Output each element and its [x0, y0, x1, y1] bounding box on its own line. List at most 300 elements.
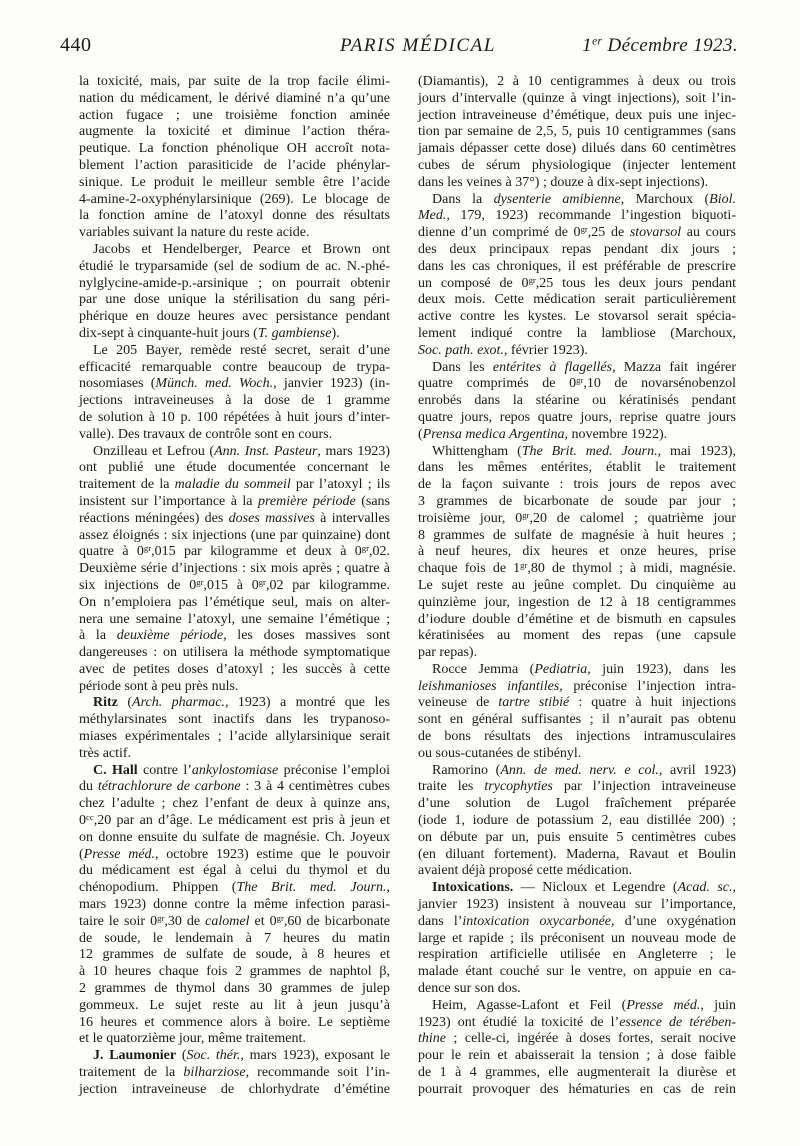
text-line — [418, 1048, 736, 1065]
text-run: large et rapide ; ils préconisent un nouveau mode de — [418, 930, 736, 946]
text-run: traitement de la — [79, 477, 175, 493]
text-run: dans les cas chroniques, il est préférable de prescrire — [418, 258, 736, 274]
issue-date — [582, 35, 738, 57]
italic-run: Soc. path. exot. — [418, 342, 504, 358]
text-run: des deux principaux repas pendant dix jours ; — [418, 241, 736, 257]
paragraph — [418, 998, 736, 1099]
text-run: chénopodium. Phippen ( — [79, 880, 237, 896]
text-line — [418, 444, 736, 461]
text-run: Ramorino ( — [432, 762, 501, 778]
text-run: très actif. — [79, 745, 132, 761]
italic-run: Ann. de med. nerv. e col. — [500, 762, 659, 778]
text-line — [79, 947, 390, 964]
paragraph — [79, 1048, 390, 1098]
text-run: variables suivant la nature du reste acide. — [79, 225, 310, 241]
text-run: ( — [79, 846, 84, 862]
text-line — [418, 561, 736, 578]
bold-run: Intoxications. — [432, 880, 514, 896]
italic-run: thine — [418, 1031, 446, 1047]
superscript: gr — [520, 560, 528, 571]
text-line — [418, 645, 736, 662]
text-line — [418, 1065, 736, 1082]
text-line — [79, 141, 390, 158]
italic-run: trycophyties — [484, 779, 553, 795]
text-line — [418, 141, 736, 158]
text-line — [79, 1031, 390, 1048]
paragraph — [418, 880, 736, 998]
text-line — [79, 662, 390, 679]
text-run: d’iodure double d’émétine et de bismuth en capsules — [418, 611, 736, 627]
text-line — [418, 746, 736, 763]
text-run: insistent sur l’importance à la — [79, 493, 258, 509]
text-run: (en diluant fortement). Maderna, Ravaut et Boulin — [418, 846, 736, 862]
text-line — [418, 796, 736, 813]
text-line — [79, 544, 390, 561]
text-line — [79, 729, 390, 746]
left-column — [79, 74, 390, 1099]
text-line — [79, 477, 390, 494]
text-run: — Nicloux et Legendre ( — [513, 880, 678, 896]
text-line — [79, 158, 390, 175]
text-run: ,60 de bicarbonate — [283, 913, 391, 929]
text-line — [79, 460, 390, 477]
text-line — [418, 628, 736, 645]
text-run: jections intraveineuses à la dose de 1 gramme — [79, 393, 390, 409]
paragraph — [418, 74, 736, 192]
text-run: , préconise l’injection intra- — [559, 678, 736, 694]
text-run: six injections de 0 — [79, 577, 197, 593]
text-line — [79, 343, 390, 360]
text-line — [418, 964, 736, 981]
text-run: Deuxième série d’injections : six mois après ; quatre à — [79, 561, 390, 577]
text-line — [79, 360, 390, 377]
text-run: taire le soir 0 — [79, 913, 158, 929]
text-run: On n’emploiera pas l’émétique seul, mais on alter- — [79, 594, 390, 610]
text-run: ,015 par kilogramme et deux à 0 — [151, 544, 362, 560]
text-run: ( — [176, 1048, 187, 1064]
text-run: ,02 par kilogramme. — [265, 577, 390, 593]
text-run: la fonction amine de l’atoxyl donne des résultats — [79, 208, 390, 224]
text-run: jection intraveineuse de chlorhydrate d’émétine — [79, 1081, 390, 1097]
text-line — [79, 393, 390, 410]
text-line — [418, 309, 736, 326]
text-run: jamais dépasser cette dose) dilués dans 60 centimètres — [418, 141, 736, 157]
text-run: un composé de 0 — [418, 275, 529, 291]
text-line — [418, 175, 736, 192]
text-run: on débute par un, puis ensuite 5 centimètres cubes — [418, 829, 736, 845]
text-run: enrobés dans la stéarine ou kératinisés pendant — [418, 393, 736, 409]
text-run: pour le rein et abaisserait la tension ; à dose faible — [418, 1048, 736, 1064]
text-run: période sont à peu près nuls. — [79, 678, 239, 694]
text-run: dans l’ — [418, 913, 463, 929]
text-run: , mars 1923), exposant le — [240, 1048, 391, 1064]
text-line — [79, 1048, 390, 1065]
italic-run: Acad. sc. — [677, 880, 733, 896]
text-run: dence sur son dos. — [418, 981, 521, 997]
bold-run: C. Hall — [93, 762, 138, 778]
text-line — [418, 158, 736, 175]
text-line — [418, 108, 736, 125]
superscript: gr — [576, 375, 584, 386]
italic-run: entérites à flagellés — [492, 359, 613, 375]
text-line — [418, 729, 736, 746]
text-line — [79, 124, 390, 141]
superscript: gr — [196, 577, 204, 588]
text-line — [418, 1082, 736, 1099]
text-run: , recommande soit l’in- — [245, 1065, 390, 1081]
text-line — [79, 796, 390, 813]
text-run: de 1 à 4 grammes, elle augmenterait la diurèse et — [418, 1065, 736, 1081]
text-line — [418, 393, 736, 410]
text-run: ,25 tous les deux jours pendant — [535, 275, 737, 291]
text-run: contre l’ — [137, 762, 192, 778]
italic-run: T. gambiense — [257, 325, 332, 341]
text-run: ,02. — [369, 544, 390, 560]
text-run: au cours — [681, 225, 736, 241]
text-line — [418, 830, 736, 847]
text-run: à intervalles — [314, 510, 390, 526]
text-run: , octobre 1923) estime que le pouvoir — [155, 846, 390, 862]
text-run: 1923) ont étudié la toxicité de l’ — [418, 1014, 620, 1030]
paragraph — [418, 662, 736, 763]
text-run: quatre comprimés de 0 — [418, 376, 577, 392]
italic-run: Pediatria — [534, 661, 588, 677]
text-run: sont en général suffisantes ; il n’aurait pas obtenu — [418, 712, 736, 728]
text-line — [79, 628, 390, 645]
text-run: Heim, Agasse-Lafont et Feil ( — [432, 997, 627, 1013]
italic-run: leishmanioses infantiles — [418, 678, 560, 694]
text-run: quatre à 0 — [79, 544, 144, 560]
superscript: gr — [258, 577, 266, 588]
text-run: à la — [79, 628, 117, 644]
text-run: efficacité remarquable contre beaucoup de trypa- — [79, 359, 390, 375]
text-line — [418, 595, 736, 612]
text-line — [79, 192, 390, 209]
paragraph — [418, 444, 736, 662]
text-run: chez l’adulte ; chez l’enfant de deux à quinze ans, — [79, 796, 390, 812]
italic-run: doses massives — [228, 510, 315, 526]
text-line — [418, 763, 736, 780]
text-run: , juin — [700, 997, 736, 1013]
text-line — [418, 1015, 736, 1032]
text-line — [79, 914, 390, 931]
text-run: troisième jour, 0 — [418, 510, 523, 526]
text-line — [79, 880, 390, 897]
text-run: et le quatorzième jour, même traitement. — [79, 1031, 306, 1047]
text-line — [79, 1015, 390, 1032]
text-line — [418, 981, 736, 998]
superscript: gr — [157, 912, 165, 923]
text-run: , Mazza fait ingérer — [612, 359, 736, 375]
text-line — [418, 998, 736, 1015]
text-line — [79, 695, 390, 712]
journal-title: PARIS MÉDICAL — [339, 35, 497, 56]
paragraph — [79, 74, 390, 242]
italic-run: tartre stibié — [498, 695, 570, 711]
text-run: on donne ensuite du sulfate de magnésie. Ch. Joyeux — [79, 829, 390, 845]
text-line — [79, 259, 390, 276]
text-line — [79, 830, 390, 847]
text-line — [79, 763, 390, 780]
text-run: dans les mêmes entérites, établit le traitement — [418, 460, 736, 476]
superscript: gr — [143, 543, 152, 554]
text-line — [418, 124, 736, 141]
text-run: , avril 1923) — [658, 762, 737, 778]
text-run: quinzième jour, ingestion de 12 à 18 centigrammes — [418, 594, 736, 610]
superscript: cc — [86, 812, 94, 823]
text-run: , janvier 1923) (in- — [273, 376, 390, 392]
text-run: respiration artificielle utilisée en Angleterre ; le — [418, 947, 736, 963]
text-run: , — [732, 880, 736, 896]
text-run: par l’injection intraveineuse — [552, 779, 736, 795]
text-line — [418, 578, 736, 595]
page-number: 440 — [60, 34, 92, 56]
text-run: (iode 1, iodure de potassium 2, eau distillée 200) ; — [418, 813, 736, 829]
text-run: la toxicité, mais, par suite de la trop facile élimi- — [79, 74, 390, 89]
text-line — [79, 74, 390, 91]
text-run: du médicament est égal à celui du thymol et du — [79, 863, 390, 879]
text-run: , 1923) a montré que les — [224, 695, 390, 711]
superscript: gr — [580, 224, 588, 235]
text-run: augmente la toxicité et diminue l’action théra- — [79, 124, 390, 140]
text-run: Rocce Jemma ( — [432, 661, 535, 677]
text-line — [418, 544, 736, 561]
text-line — [418, 880, 736, 897]
text-line — [418, 192, 736, 209]
italic-run: intoxication oxycarbonée — [462, 913, 612, 929]
text-line — [418, 1031, 736, 1048]
date-superscript: er — [592, 35, 603, 48]
bold-run: Ritz — [93, 695, 118, 711]
text-line — [418, 242, 736, 259]
italic-run: Presse méd. — [83, 846, 156, 862]
text-run: quatre jours, repos quatre jours, reprise quatre jours — [418, 409, 736, 425]
text-line — [79, 981, 390, 998]
text-run: étudié le tryparsamide (sel de sodium de ac. N.-phé- — [79, 258, 390, 274]
text-line — [79, 746, 390, 763]
paragraph — [79, 343, 390, 444]
text-line — [418, 863, 736, 880]
text-run: préconise l’emploi — [278, 762, 391, 778]
italic-run: première période — [258, 493, 356, 509]
text-run: ,25 de — [587, 225, 630, 241]
italic-run: essence de térében- — [619, 1014, 737, 1030]
superscript: gr — [528, 274, 536, 285]
text-run: avec de petites doses d’atoxyl ; les succès à cette — [79, 661, 390, 677]
italic-run: tétrachlorure de carbone — [97, 779, 241, 795]
text-line — [79, 779, 390, 796]
text-line — [79, 309, 390, 326]
text-line — [79, 276, 390, 293]
text-run: active contre les kystes. Le stovarsol serait spécia- — [418, 309, 736, 325]
text-run: Dans la — [432, 191, 494, 207]
text-run: Le 205 Bayer, remède resté secret, serait d’une — [93, 342, 390, 358]
text-run: réactions méningées) des — [79, 510, 229, 526]
text-run: (sans — [355, 493, 390, 509]
text-run: valle). Des travaux de contrôle sont en cours. — [79, 426, 333, 442]
text-run: : 3 à 4 centimètres cubes — [240, 779, 390, 795]
text-line — [79, 578, 390, 595]
text-run: phérique en douze heures avec persistance pendant — [79, 309, 390, 325]
text-run: ). — [331, 325, 340, 341]
italic-run: Med. — [418, 208, 447, 224]
text-run: tion par semaine de 2,5, 5, puis 10 centigrammes (sans — [418, 124, 736, 140]
text-run: à neuf heures, dix heures et onze heures, prise — [418, 544, 736, 560]
bold-run: J. Laumonier — [93, 1048, 177, 1064]
italic-run: Biol. — [709, 191, 736, 207]
text-run: jours d’intervalle (quinze à vingt injections), soit l’in- — [418, 90, 736, 106]
text-run: Jacobs et Hendelberger, Pearce et Brown ont — [93, 241, 390, 257]
text-run: gommeux. Le sujet reste au lit à jeun jusqu’à — [79, 997, 390, 1013]
text-run: ,20 par an d’âge. Le médicament est pris à jeun et — [93, 813, 390, 829]
italic-run: stovarsol — [629, 225, 682, 241]
text-line — [79, 108, 390, 125]
text-run: 3 grammes de bicarbonate de soude par jour ; — [418, 493, 736, 509]
text-line — [418, 511, 736, 528]
text-run: , les doses massives sont — [223, 628, 390, 644]
text-run: jection intraveineuse d’émétique, deux puis une injec- — [418, 107, 736, 123]
text-line — [418, 259, 736, 276]
text-run: avaient déjà proposé cette médication. — [418, 863, 633, 879]
paragraph — [418, 763, 736, 881]
text-run: action fugace ; une troisième fonction aminée — [79, 107, 390, 123]
text-run: traite les — [418, 779, 485, 795]
text-run: pourrait provoquer des hématuries en cas de rein — [418, 1081, 736, 1097]
italic-run: Ann. Inst. Pasteur — [214, 443, 318, 459]
text-run: malade étant couché sur le ventre, on appuie en ca- — [418, 964, 736, 980]
text-run: Whittengham ( — [432, 443, 522, 459]
text-run: dans les veines à 37°) ; douze à dix-sept injections). — [418, 174, 709, 190]
text-line — [418, 528, 736, 545]
text-line — [79, 561, 390, 578]
text-run: et 0 — [249, 913, 277, 929]
right-column — [418, 74, 736, 1099]
text-run: nera une semaine l’atoxyl, une semaine l’émétique ; — [79, 611, 390, 627]
text-run: nylglycine-amide-p.-arsinique ; on pourrait obtenir — [79, 275, 390, 291]
text-line — [79, 208, 390, 225]
text-run: du — [79, 779, 98, 795]
text-run: peutique. La fonction phénolique OH accroît nota- — [79, 141, 390, 157]
text-run: 8 grammes de sulfate de magnésie à huit heures ; — [418, 527, 736, 543]
text-run: dangereuses : on utilisera la méthode symptomatique — [79, 645, 390, 661]
text-line — [79, 326, 390, 343]
text-run: nosomiases ( — [79, 376, 156, 392]
text-line — [79, 91, 390, 108]
text-run: de bons résultats des injections intramusculaires — [418, 729, 736, 745]
text-run: , Marchoux ( — [620, 191, 710, 207]
text-run: kératinisées au moment des repas (une capsule — [418, 628, 736, 644]
text-run: par l’atoxyl ; ils — [290, 477, 390, 493]
text-run: ,015 à 0 — [203, 577, 259, 593]
italic-run: ankylostomiase — [191, 762, 279, 778]
italic-run: Münch. med. Woch. — [155, 376, 274, 392]
text-run: 4-amine-2-oxyphénylarsinique (269). Le blocage de — [79, 191, 390, 207]
text-run: ,20 de calomel ; quatrième jour — [529, 510, 736, 526]
text-run: , mai 1923), — [657, 443, 736, 459]
text-run: ,10 de novarsénobenzol — [583, 376, 736, 392]
text-run: d’une solution de Lugol fraîchement préparée — [418, 796, 736, 812]
text-run: 16 heures et commence alors à boire. Le septième — [79, 1014, 390, 1030]
text-run: ou sous-cutanées de stibényl. — [418, 745, 582, 761]
text-line — [418, 343, 736, 360]
text-run: de la façon suivante : trois jours de repos avec — [418, 477, 736, 493]
italic-run: The Brit. med. Journ. — [521, 443, 658, 459]
italic-run: Arch. pharmac. — [132, 695, 225, 711]
text-line — [79, 1065, 390, 1082]
text-line — [418, 662, 736, 679]
text-line — [418, 225, 736, 242]
text-run: ( — [117, 695, 133, 711]
text-line — [418, 914, 736, 931]
italic-run: dysenterie amibienne — [493, 191, 621, 207]
text-run: méthylarsinates sont inactifs dans les trypanoso- — [79, 712, 390, 728]
text-line — [418, 679, 736, 696]
italic-run: Soc. thér. — [186, 1048, 241, 1064]
italic-run: Presse méd. — [626, 997, 701, 1013]
text-line — [79, 242, 390, 259]
text-line — [79, 427, 390, 444]
text-line — [79, 528, 390, 545]
text-run: , mars 1923) — [317, 443, 390, 459]
paragraph — [418, 192, 736, 360]
text-line — [79, 931, 390, 948]
text-run: ( — [418, 426, 423, 442]
text-run: par repas). — [418, 645, 478, 661]
text-run: ,80 de thymol ; à midi, magnésie. — [527, 561, 736, 577]
text-run: 2 grammes de thymol dans 30 grammes de julep — [79, 981, 390, 997]
text-run: nation du médicament, le dérivé diaminé n’a qu’une — [79, 90, 390, 106]
italic-run: Prensa medica Argentina — [422, 426, 565, 442]
text-run: , février 1923). — [503, 342, 588, 358]
superscript: gr — [361, 543, 369, 554]
text-line — [418, 612, 736, 629]
text-run: ; celle-ci, ingérée à doses fortes, serait nocive — [446, 1031, 736, 1047]
text-run: veineuse de — [418, 695, 499, 711]
text-run: Le sujet reste au jeûne complet. Du cinquième au — [418, 577, 736, 593]
text-run: mars 1923) donne contre la même infection parasi- — [79, 897, 390, 913]
text-line — [79, 494, 390, 511]
text-line — [418, 712, 736, 729]
text-run: Onzilleau et Lefrou ( — [93, 443, 215, 459]
text-line — [79, 1082, 390, 1099]
text-run: miases expérimentales ; l’acide allylarsinique serait — [79, 729, 390, 745]
text-line — [418, 276, 736, 293]
text-run: : quatre à huit injections — [569, 695, 737, 711]
text-line — [79, 897, 390, 914]
text-run: blement l’action parasiticide de l’acide phénylar- — [79, 157, 390, 173]
text-run: chaque fois de 1 — [418, 561, 521, 577]
text-run: , juin 1923), dans les — [587, 661, 737, 677]
paragraph — [79, 242, 390, 343]
text-line — [418, 376, 736, 393]
paragraph — [79, 695, 390, 762]
text-run: , 179, 1923) recommande l’ingestion biquoti- — [446, 208, 736, 224]
text-line — [79, 712, 390, 729]
text-run: , d’une oxygénation — [611, 913, 736, 929]
text-line — [79, 511, 390, 528]
text-run: traitement de la — [79, 1065, 184, 1081]
text-run: lement indiqué contre la lambliose (Marchoux, — [418, 325, 736, 341]
text-line — [418, 292, 736, 309]
text-line — [79, 863, 390, 880]
text-run: à 10 heures chaque fois 2 grammes de naphtol β, — [79, 964, 390, 980]
text-run: dienne d’un comprimé de 0 — [418, 225, 581, 241]
text-line — [79, 444, 390, 461]
text-line — [418, 897, 736, 914]
text-line — [418, 74, 736, 91]
text-line — [418, 410, 736, 427]
italic-run: bilharziose — [183, 1065, 246, 1081]
